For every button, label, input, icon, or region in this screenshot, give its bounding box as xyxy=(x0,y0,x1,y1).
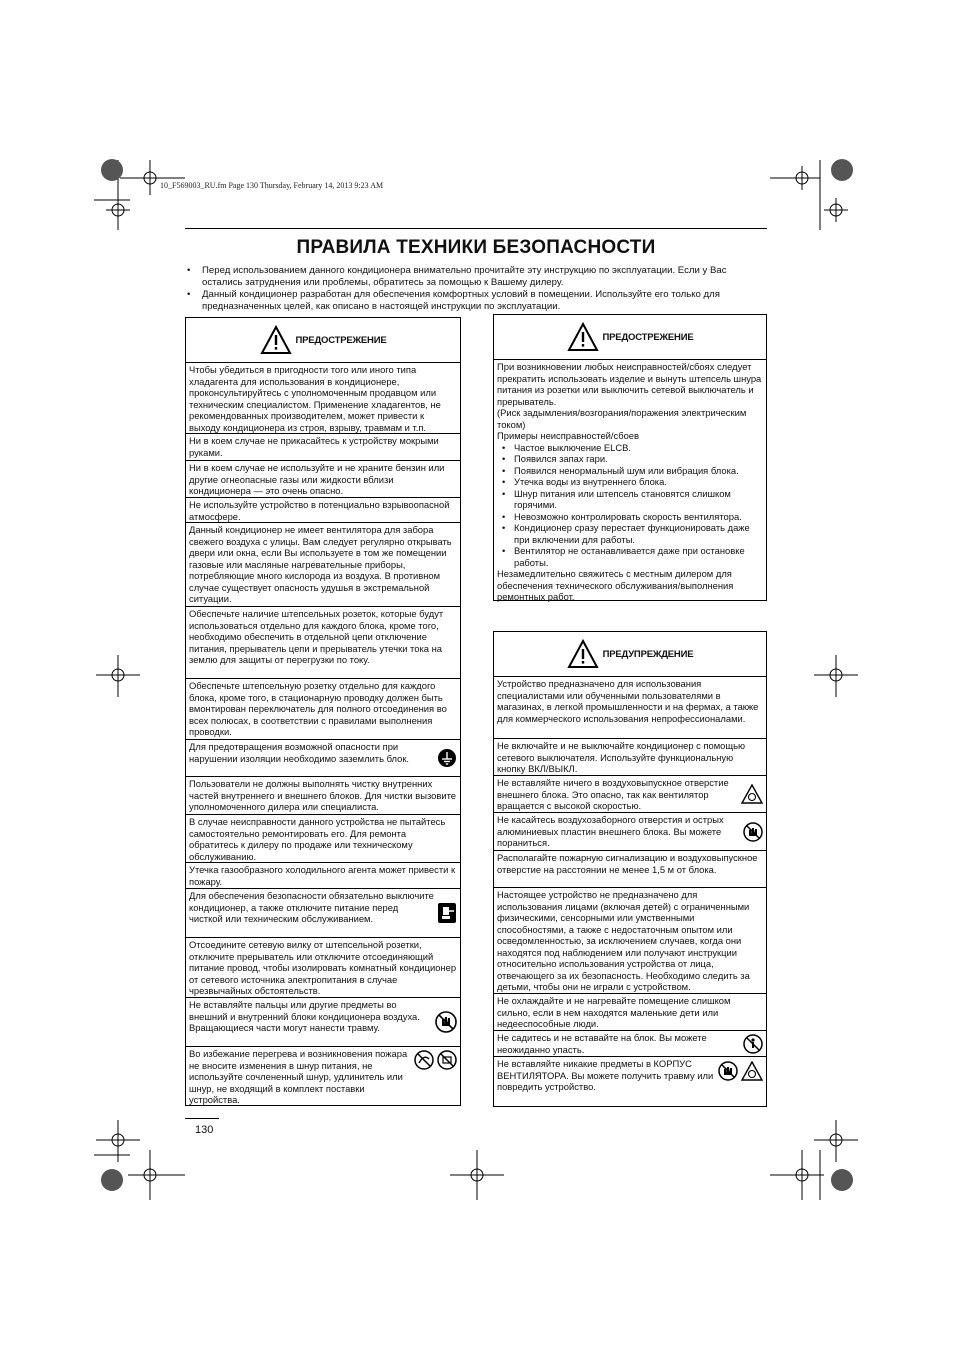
list-item: • Появился ненормальный шум или вибрация блока. xyxy=(497,465,763,477)
no-standing-icon xyxy=(743,1034,763,1054)
warning-label: ПРЕДУПРЕЖДЕНИЕ xyxy=(602,648,694,660)
safety-item: Во избежание перегрева и возникновения пожара не вносите изменения в шнур питания, не используйте сочлененный шнур, удлинитель или шнур, не входящий в комплект поставки устройства. xyxy=(186,1047,460,1105)
caution-box-left xyxy=(185,317,461,1106)
list-item: • Частое выключение ELCB. xyxy=(497,442,763,454)
intro-item: • Перед использованием данного кондиционера внимательно прочитайте эту инструкцию по эксплуатации. Если у Вас остались затруднения или проблемы, обратитесь за помощью к Вашему дилеру. xyxy=(185,265,767,289)
safety-item: Утечка газообразного холодильного агента может привести к пожару. xyxy=(186,863,460,889)
malfunction-examples xyxy=(497,442,763,569)
ground-earth-icon xyxy=(437,748,457,768)
safety-item: Не охлаждайте и не нагревайте помещение слишком сильно, если в нем находятся маленькие дети или недееспособные люди. xyxy=(494,994,766,1031)
no-fingers-icon xyxy=(718,1061,738,1081)
caution-heading xyxy=(186,318,460,363)
unplug-icon xyxy=(437,902,457,924)
safety-item: Не вставляйте ничего в воздуховыпускное отверстие внешнего блока. Это опасно, так как вентилятор вращается с высокой скоростью. xyxy=(494,776,766,813)
list-item: • Невозможно контролировать скорость вентилятора. xyxy=(497,511,763,523)
top-rule xyxy=(185,228,767,229)
contact-dealer-note: Незамедлительно свяжитесь с местным дилером для обеспечения технического обслуживания/выполнения ремонтных работ. xyxy=(497,568,734,602)
list-item: • Утечка воды из внутреннего блока. xyxy=(497,476,763,488)
fan-hazard-icon xyxy=(741,1061,763,1081)
safety-item: Отсоедините сетевую вилку от штепсельной розетки, отключите прерыватель или отключите отсоединяющий питание провод, чтобы изолировать комнатный кондиционер от сетевого источника электропитания в случае чрезвычайных обстоятельств. xyxy=(186,938,460,998)
safety-item: Не вставляйте никакие предметы в КОРПУС ВЕНТИЛЯТОРА. Вы можете получить травму или повредить устройство. xyxy=(494,1057,766,1106)
list-item: • Шнур питания или штепсель становятся слишком горячими. xyxy=(497,488,763,511)
safety-item: Данный кондиционер не имеет вентилятора для забора свежего воздуха с улицы. Вам следует регулярно открывать двери или окна, если Вы используете в том же помещении газовые или масляные нагревательные приборы, потребляющие много кислорода из воздуха. В противном случае существует опасность удушья в экстремальной ситуации. xyxy=(186,523,460,607)
warning-triangle-icon xyxy=(567,639,599,669)
warning-triangle-icon xyxy=(567,322,599,352)
no-cord-modification-icon xyxy=(414,1050,434,1070)
file-header: 10_F569003_RU.fm Page 130 Thursday, February 14, 2013 9:23 AM xyxy=(160,181,384,190)
caution-heading xyxy=(494,315,766,360)
safety-item: Обеспечьте наличие штепсельных розеток, которые будут использоваться отдельно для каждого блока, кроме того, необходимо обеспечить в отдельной цепи отключение питания, прерыватель цепи и прерыватель утечки тока на землю для защиты от перегрузки по току. xyxy=(186,607,460,679)
page-title: ПРАВИЛА ТЕХНИКИ БЕЗОПАСНОСТИ xyxy=(296,237,656,258)
safety-item: Обеспечьте штепсельную розетку отдельно для каждого блока, кроме того, в стационарную проводку должен быть вмонтирован переключатель для полного отсоединения во всех полюсах, в соответствии с правилами выполнения проводки. xyxy=(186,679,460,740)
no-fingers-icon xyxy=(435,1011,457,1033)
footer-rule xyxy=(185,1118,219,1119)
safety-item: Ни в коем случае не используйте и не храните бензин или другие огнеопасные газы или жидкости вблизи кондиционера — это очень опасно. xyxy=(186,461,460,498)
intro-list xyxy=(185,265,767,313)
safety-item: Не касайтесь воздухозаборного отверстия и острых алюминиевых пластин внешнего блока. Вы можете пораниться. xyxy=(494,813,766,851)
safety-item: Не используйте устройство в потенциально взрывоопасной атмосфере. xyxy=(186,498,460,523)
safety-item: Не включайте и не выключайте кондиционер с помощью сетевого выключателя. Используйте функциональную кнопку ВКЛ/ВЫКЛ. xyxy=(494,739,766,776)
malfunction-instruction: При возникновении любых неисправностей/сбоях следует прекратить использовать изделие и вынуть штепсель шнура питания из розетки или выключить сетевой выключатель и прерыватель. xyxy=(497,361,762,407)
safety-item: Не вставляйте пальцы или другие предметы во внешний и внутренний блоки кондиционера воздуха. Вращающиеся части могут нанести травму. xyxy=(186,998,460,1047)
warning-box xyxy=(493,631,767,1107)
page-number: 130 xyxy=(195,1124,214,1136)
no-touch-icon xyxy=(743,822,763,842)
safety-item: Чтобы убедиться в пригодности того или иного типа хладагента для использования в кондиционере, проконсультируйтесь с уполномоченным продавцом или техническим специалистом. Применение хладагентов, не рекомендованных производителем, может привести к выходу кондиционера из строя, взрыву, травмам и т.п. xyxy=(186,363,460,434)
intro-item: • Данный кондиционер разработан для обеспечения комфортных условий в помещении. Используйте его только для предназначенных целей, как описано в настоящей инструкции по эксплуатации. xyxy=(185,289,767,313)
list-item: • Появился запах гари. xyxy=(497,453,763,465)
malfunction-section xyxy=(494,360,766,604)
safety-item: Для предотвращения возможной опасности при нарушении изоляции необходимо заземлить блок. xyxy=(186,740,460,777)
safety-item: Не садитесь и не вставайте на блок. Вы можете неожиданно упасть. xyxy=(494,1031,766,1057)
safety-item: Устройство предназначено для использования специалистами или обученными пользователями в магазинах, в легкой промышленности и на фермах, а также для коммерческого использования непрофессионалами. xyxy=(494,677,766,739)
safety-item: Располагайте пожарную сигнализацию и воздуховыпускное отверстие на расстоянии не менее 1,5 м от блока. xyxy=(494,851,766,888)
safety-item: Ни в коем случае не прикасайтесь к устройству мокрыми руками. xyxy=(186,434,460,461)
warning-triangle-icon xyxy=(260,325,292,355)
safety-item: Пользователи не должны выполнять чистку внутренних частей внутреннего и внешнего блоков. Для чистки вызовите уполномоченного дилера или специалиста. xyxy=(186,777,460,815)
warning-heading xyxy=(494,632,766,677)
caution-label: ПРЕДОСТРЕЖЕНИЕ xyxy=(295,334,387,346)
examples-label: Примеры неисправностей/сбоев xyxy=(497,430,639,441)
caution-box-right xyxy=(493,314,767,601)
no-extension-cord-icon xyxy=(437,1050,457,1070)
list-item: • Кондиционер сразу перестает функционировать даже при включении для работы. xyxy=(497,522,763,545)
safety-item: В случае неисправности данного устройства не пытайтесь самостоятельно ремонтировать его. Для ремонта обратитесь к дилеру по продаже или техническому обслуживанию. xyxy=(186,815,460,863)
safety-item: Для обеспечения безопасности обязательно выключите кондиционер, а также отключите питание перед чисткой или техническим обслуживанием. xyxy=(186,889,460,938)
list-item: • Вентилятор не останавливается даже при остановке работы. xyxy=(497,545,763,568)
safety-item: Настоящее устройство не предназначено для использования лицами (включая детей) с ограниченными физическими, сенсорными или умственными способностями, а также с недостаточным опытом или осведомленностью, за исключением случаев, когда они находятся под наблюдением или получают инструкции относительно использования устройства от лица, отвечающего за их безопасность. Необходимо следить за детьми, чтобы они не играли с устройством. xyxy=(494,888,766,994)
caution-label: ПРЕДОСТРЕЖЕНИЕ xyxy=(602,331,694,343)
fan-hazard-icon xyxy=(741,784,763,804)
risk-note: (Риск задымления/возгорания/поражения электрическим током) xyxy=(497,407,747,430)
